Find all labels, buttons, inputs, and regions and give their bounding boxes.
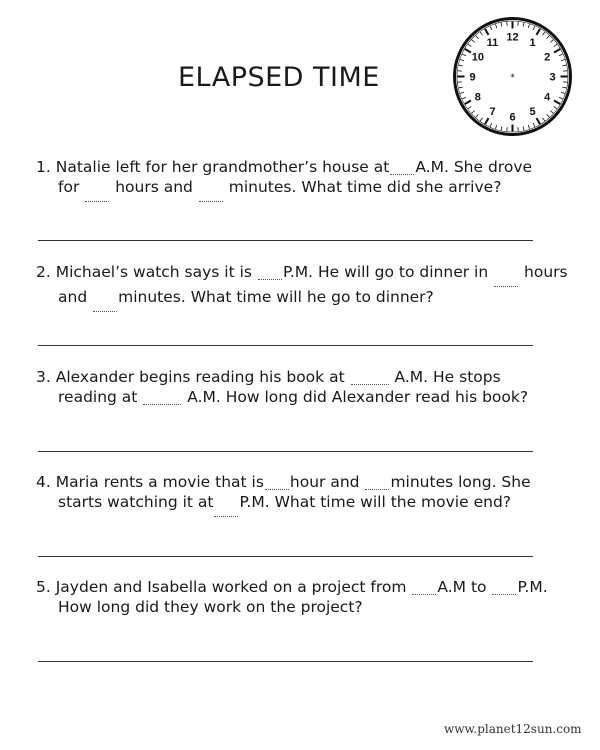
question-text: hour and [289, 473, 360, 491]
question-text: minutes. What time did she arrive? [228, 178, 502, 196]
answer-line[interactable] [38, 240, 533, 241]
question-text: How long did they work on the project? [58, 598, 363, 616]
question-text: P.M. What time will the movie end? [239, 493, 512, 511]
question-text: reading at [58, 388, 138, 406]
question-text: Maria rents a movie that is [55, 473, 264, 491]
answer-blank[interactable] [214, 502, 238, 517]
clock-number: 2 [544, 51, 551, 64]
page-title: ELAPSED TIME [178, 62, 380, 93]
question-text: Alexander begins reading his book at [55, 368, 345, 386]
question-number: 3. [36, 368, 51, 386]
question-number: 5. [36, 578, 51, 596]
answer-blank[interactable] [258, 265, 282, 280]
answer-line[interactable] [38, 451, 533, 452]
question-text: for [58, 178, 80, 196]
question-2 [36, 262, 568, 312]
clock-number: 7 [489, 106, 496, 119]
question-text: A.M. She drove [415, 158, 533, 176]
answer-blank[interactable] [351, 370, 389, 385]
clock-number: 11 [486, 36, 499, 49]
answer-line[interactable] [38, 661, 533, 662]
question-3 [36, 367, 556, 407]
answer-blank[interactable] [85, 187, 109, 202]
answer-blank[interactable] [265, 475, 289, 490]
question-text: Jayden and Isabella worked on a project from [55, 578, 407, 596]
question-text: Natalie left for her grandmother’s house at [55, 158, 390, 176]
answer-blank[interactable] [365, 475, 389, 490]
clock-number: 8 [474, 91, 481, 104]
question-number: 1. [36, 158, 51, 176]
clock-number: 1 [529, 36, 536, 49]
answer-blank[interactable] [390, 160, 414, 175]
clock-number: 3 [549, 71, 556, 84]
question-text: P.M. He will go to dinner in [282, 263, 489, 281]
question-text: Michael’s watch says it is [55, 263, 252, 281]
question-text: minutes. What time will he go to dinner? [118, 288, 434, 306]
question-text: A.M to [437, 578, 487, 596]
answer-blank[interactable] [494, 272, 518, 287]
question-text: starts watching it at [58, 493, 214, 511]
answer-line[interactable] [38, 556, 533, 557]
clock-number: 5 [529, 106, 536, 119]
answer-blank[interactable] [93, 297, 117, 312]
question-number: 2. [36, 263, 51, 281]
clock-number: 9 [469, 71, 476, 84]
question-text: hours and [115, 178, 193, 196]
answer-blank[interactable] [143, 390, 181, 405]
footer-website: www.planet12sun.com [444, 722, 582, 736]
answer-blank[interactable] [492, 580, 516, 595]
question-number: 4. [36, 473, 51, 491]
clock-number: 6 [509, 111, 516, 124]
question-text: A.M. How long did Alexander read his book? [187, 388, 529, 406]
question-4 [36, 472, 556, 517]
question-1 [36, 157, 556, 202]
question-text: A.M. He stops [394, 368, 501, 386]
answer-blank[interactable] [199, 187, 223, 202]
question-5 [36, 577, 556, 617]
clock-number: 12 [506, 31, 519, 44]
question-text: hours [524, 263, 568, 281]
clock-number: 4 [544, 91, 551, 104]
question-text: P.M. [517, 578, 548, 596]
question-text: and [58, 288, 88, 306]
answer-blank[interactable] [412, 580, 436, 595]
clock-center-mark: * [510, 73, 515, 83]
question-text: minutes long. She [390, 473, 531, 491]
clock-face-icon [450, 14, 575, 139]
clock-number: 10 [471, 51, 484, 64]
answer-line[interactable] [38, 345, 533, 346]
